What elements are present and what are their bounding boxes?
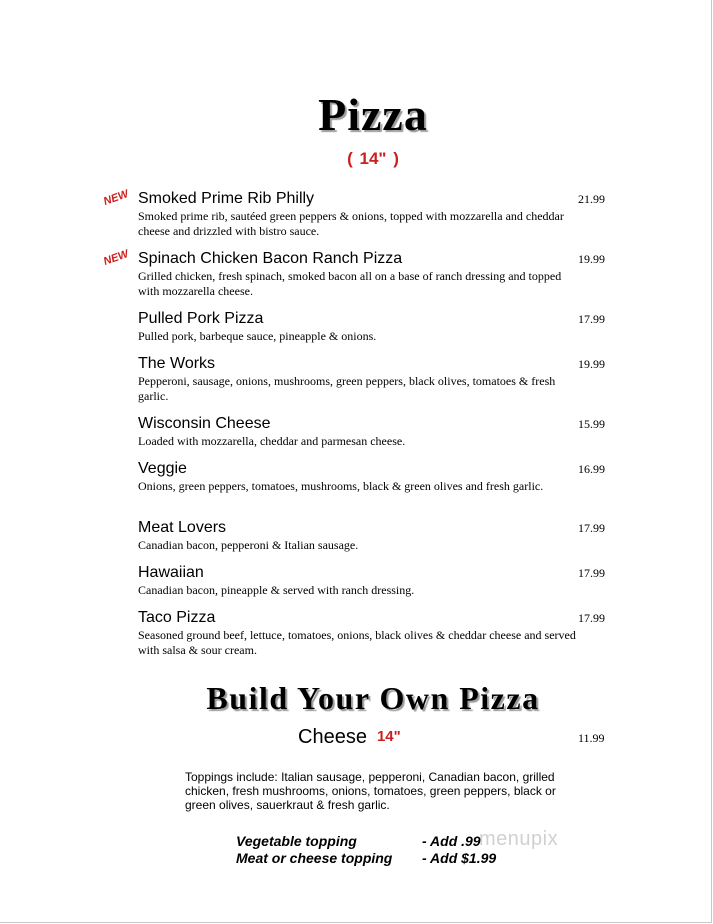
base-pizza-name: Cheese	[298, 726, 367, 748]
menu-item-price: 17.99	[578, 566, 605, 580]
menu-item-description: Pulled pork, barbeque sauce, pineapple & onions.	[138, 329, 377, 343]
page-title: Pizza	[318, 89, 428, 140]
menu-item-name: Spinach Chicken Bacon Ranch Pizza	[138, 250, 403, 267]
toppings-description: Toppings include: Italian sausage, pepperoni, Canadian bacon, grilled chicken, fresh mushrooms, onions, tomatoes, green peppers, black or green olives, sauerkraut & fresh garlic.	[185, 770, 556, 812]
menu-item-description: Grilled chicken, fresh spinach, smoked bacon all on a base of ranch dressing and topped with mozzarella cheese.	[138, 269, 562, 298]
menu-item-name: Veggie	[138, 460, 187, 477]
watermark: menupix	[479, 828, 559, 850]
menu-item-price: 17.99	[578, 521, 605, 535]
addon-row	[236, 850, 536, 867]
menu-item-description: Smoked prime rib, sautéed green peppers & onions, topped with mozzarella and cheddar cheese and drizzled with bistro sauce.	[138, 209, 564, 238]
size-label: ( 14" )	[347, 149, 399, 168]
menu-item-name: The Works	[138, 355, 216, 372]
menu-item-name: Hawaiian	[138, 564, 204, 581]
menu-item-name: Wisconsin Cheese	[138, 415, 271, 432]
base-pizza-price: 11.99	[578, 731, 605, 745]
menu-item-description: Canadian bacon, pineapple & served with ranch dressing.	[138, 583, 415, 597]
menu-item-description: Loaded with mozzarella, cheddar and parmesan cheese.	[138, 434, 406, 448]
menu-item-description: Seasoned ground beef, lettuce, tomatoes, onions, black olives & cheddar cheese and served with salsa & sour cream.	[138, 628, 576, 657]
menu-item-price: 17.99	[578, 611, 605, 625]
base-pizza-size: 14"	[376, 728, 401, 745]
addon-price: - Add .99	[422, 833, 481, 849]
menu-item-description: Pepperoni, sausage, onions, mushrooms, green peppers, black olives, tomatoes & fresh garlic.	[138, 374, 556, 403]
addon-label: Vegetable topping	[236, 833, 357, 849]
menu-item-name: Smoked Prime Rib Philly	[138, 190, 315, 207]
menu-item-price: 19.99	[578, 357, 605, 371]
menu-item-price: 21.99	[578, 192, 605, 206]
menu-item-name: Meat Lovers	[138, 519, 227, 536]
base-pizza-line	[298, 726, 401, 749]
new-badge: NEW	[101, 247, 131, 268]
addon-label: Meat or cheese topping	[236, 850, 393, 866]
menu-item-name: Pulled Pork Pizza	[138, 310, 264, 327]
build-your-own-title: Build Your Own Pizza	[206, 680, 540, 716]
new-badge: NEW	[101, 187, 131, 208]
menu-item-name: Taco Pizza	[138, 609, 216, 626]
menu-item-price: 15.99	[578, 417, 605, 431]
menu-item-price: 19.99	[578, 252, 605, 266]
menu-item-description: Canadian bacon, pepperoni & Italian sausage.	[138, 538, 359, 552]
menu-item-price: 17.99	[578, 312, 605, 326]
addon-price: - Add $1.99	[422, 850, 497, 866]
menu-item-description: Onions, green peppers, tomatoes, mushrooms, black & green olives and fresh garlic.	[138, 479, 544, 493]
menu-item-price: 16.99	[578, 462, 605, 476]
